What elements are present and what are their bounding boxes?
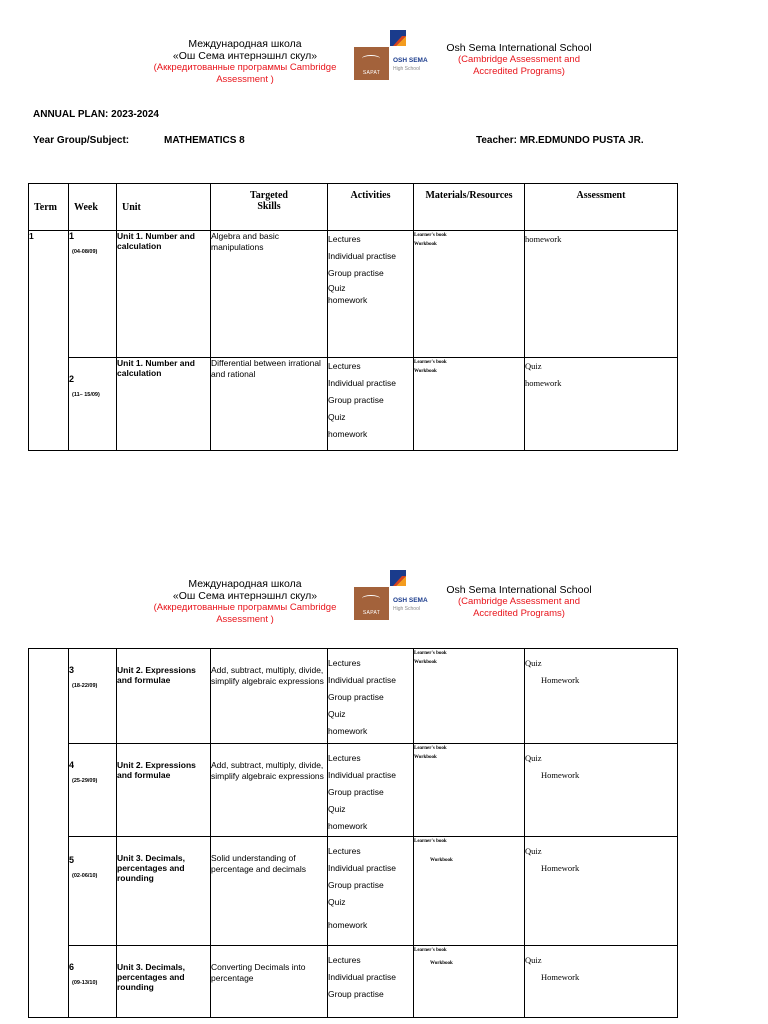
letterhead-page-2 — [0, 570, 768, 640]
assessment-cell: Quiz Homework — [525, 837, 678, 946]
ru-accreditation: (Аккредитованные программы Cambridge Assessment ) — [153, 602, 337, 625]
activities-cell: Lectures Individual practise Group practise Quiz homework — [328, 744, 414, 837]
sapat-badge — [354, 587, 389, 620]
ru-line-1: Международная школа — [188, 578, 302, 590]
en-accreditation: (Cambridge Assessment and Accredited Programs) — [458, 54, 580, 77]
week-cell: 1 (04-08/09) — [69, 231, 117, 358]
letterhead-page-1 — [0, 30, 768, 100]
activities-cell: Lectures Individual practise Group practise Quiz homework — [328, 649, 414, 744]
skills-cell: Algebra and basic manipulations — [211, 231, 328, 358]
unit-cell: Unit 2. Expressions and formulae — [117, 649, 211, 744]
school-logo — [354, 570, 434, 626]
table-row — [29, 837, 678, 946]
table-header-row — [29, 184, 678, 231]
russian-school-name — [140, 38, 350, 86]
english-school-name — [436, 584, 602, 620]
skills-cell: Add, subtract, multiply, divide, simplify algebraic expressions — [211, 744, 328, 837]
sapat-badge — [354, 47, 389, 80]
term-cell: 1 — [29, 231, 69, 451]
col-unit: Unit — [117, 184, 211, 231]
annual-plan-table-page-1 — [28, 183, 678, 451]
activities-cell: Lectures Individual practise Group practise Quiz homework — [328, 231, 414, 358]
logo-high-school: High School — [393, 606, 420, 612]
sapat-label: SAPAT — [362, 610, 381, 616]
materials-cell: Learner's book Workbook — [414, 744, 525, 837]
logo-high-school: High School — [393, 66, 420, 72]
col-term: Term — [29, 184, 69, 231]
ru-line-1: Международная школа — [188, 38, 302, 50]
table-row — [29, 744, 678, 837]
week-cell: 2 (11– 15/09) — [69, 358, 117, 451]
unit-cell: Unit 3. Decimals, percentages and rounding — [117, 946, 211, 1018]
unit-cell: Unit 1. Number and calculation — [117, 358, 211, 451]
skills-cell: Add, subtract, multiply, divide, simplify algebraic expressions — [211, 649, 328, 744]
table-row — [29, 231, 678, 358]
subject-value: MATHEMATICS 8 — [164, 135, 245, 146]
unit-cell: Unit 3. Decimals, percentages and rounding — [117, 837, 211, 946]
table-row — [29, 946, 678, 1018]
ru-line-2: «Ош Сема интернэшнл скул» — [172, 590, 318, 602]
russian-school-name — [140, 578, 350, 626]
activities-cell: Lectures Individual practise Group practise Quiz homework — [328, 837, 414, 946]
en-accreditation: (Cambridge Assessment and Accredited Programs) — [458, 596, 580, 619]
activities-cell: Lectures Individual practise Group practise — [328, 946, 414, 1018]
unit-cell: Unit 2. Expressions and formulae — [117, 744, 211, 837]
en-line-1: Osh Sema International School — [446, 584, 592, 596]
english-school-name — [436, 42, 602, 78]
skills-cell: Solid understanding of percentage and decimals — [211, 837, 328, 946]
col-activities: Activities — [328, 184, 414, 231]
assessment-cell: Quiz Homework — [525, 946, 678, 1018]
materials-cell: Learner's book Workbook — [414, 231, 525, 358]
swoosh-icon — [362, 595, 380, 602]
en-line-1: Osh Sema International School — [446, 42, 592, 54]
week-cell: 3 (18-22/09) — [69, 649, 117, 744]
materials-cell: Learner's book Workbook — [414, 358, 525, 451]
assessment-cell: Quiz homework — [525, 358, 678, 451]
teacher-name: Teacher: MR.EDMUNDO PUSTA JR. — [476, 135, 644, 146]
logo-cubes-icon — [390, 30, 406, 46]
sapat-label: SAPAT — [362, 70, 381, 76]
assessment-cell: Quiz Homework — [525, 649, 678, 744]
week-cell: 5 (02-06/10) — [69, 837, 117, 946]
col-week: Week — [69, 184, 117, 231]
logo-osh-sema: OSH SEMA — [393, 57, 428, 64]
col-skills: Targeted Skills — [211, 184, 328, 231]
term-cell-continued — [29, 649, 69, 1018]
year-group-label: Year Group/Subject: — [33, 135, 130, 146]
logo-cubes-icon — [390, 570, 406, 586]
week-cell: 6 (09-13/10) — [69, 946, 117, 1018]
assessment-cell: Quiz Homework — [525, 744, 678, 837]
activities-cell: Lectures Individual practise Group practise Quiz homework — [328, 358, 414, 451]
ru-line-2: «Ош Сема интернэшнл скул» — [172, 50, 318, 62]
table-row — [29, 649, 678, 744]
skills-cell: Converting Decimals into percentage — [211, 946, 328, 1018]
school-logo — [354, 30, 434, 86]
annual-plan-table-page-2 — [28, 648, 678, 1018]
skills-cell: Differential between irrational and rational — [211, 358, 328, 451]
table-row — [29, 358, 678, 451]
ru-accreditation: (Аккредитованные программы Cambridge Assessment ) — [153, 62, 337, 85]
unit-cell: Unit 1. Number and calculation — [117, 231, 211, 358]
week-cell: 4 (25-29/09) — [69, 744, 117, 837]
materials-cell: Learner's book Workbook — [414, 649, 525, 744]
swoosh-icon — [362, 55, 380, 62]
materials-cell: Learner's book Workbook — [414, 837, 525, 946]
assessment-cell: homework — [525, 231, 678, 358]
materials-cell: Learner's book Workbook — [414, 946, 525, 1018]
plan-title: ANNUAL PLAN: 2023-2024 — [33, 109, 159, 120]
col-materials: Materials/Resources — [414, 184, 525, 231]
logo-osh-sema: OSH SEMA — [393, 597, 428, 604]
col-assessment: Assessment — [525, 184, 678, 231]
